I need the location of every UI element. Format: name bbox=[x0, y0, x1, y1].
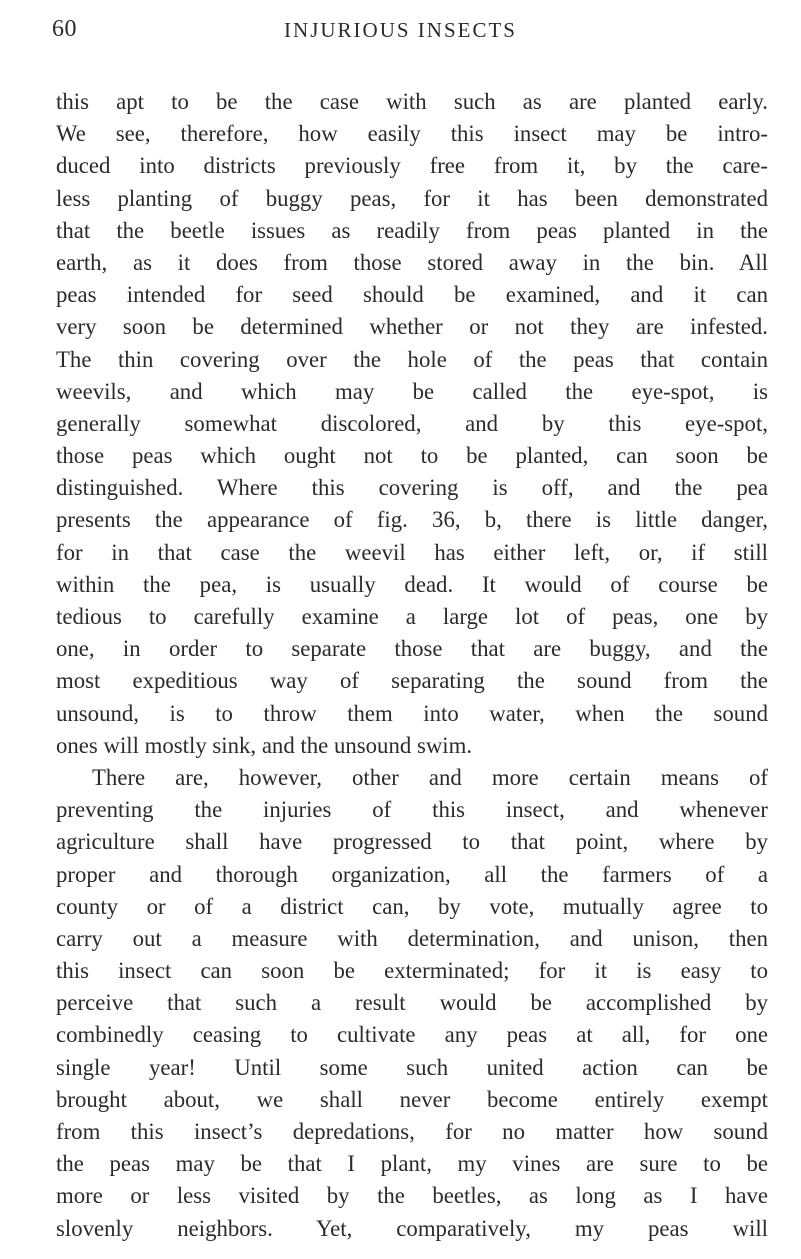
text-line: for in that case the weevil has either left, or, if still bbox=[56, 539, 768, 565]
paragraph-start-line: There are, however, other and more certain means of bbox=[92, 764, 768, 790]
text-line: perceive that such a result would be accomplished by bbox=[56, 990, 768, 1016]
text-line: peas intended for seed should be examined, and it can bbox=[56, 282, 768, 308]
text-line: duced into districts previously free from it, by the care- bbox=[56, 153, 768, 179]
text-line: within the pea, is usually dead. It would of course be bbox=[56, 571, 768, 597]
body-text bbox=[56, 86, 768, 1245]
text-line: those peas which ought not to be planted, can soon be bbox=[56, 443, 768, 469]
text-line: The thin covering over the hole of the peas that contain bbox=[56, 346, 768, 372]
text-line: carry out a measure with determination, and unison, then bbox=[56, 925, 768, 951]
page-header bbox=[52, 16, 749, 50]
text-line: brought about, we shall never become entirely exempt bbox=[56, 1086, 768, 1112]
text-line: slovenly neighbors. Yet, comparatively, my peas will bbox=[56, 1215, 768, 1241]
text-line: most expeditious way of separating the sound from the bbox=[56, 668, 768, 694]
text-line: more or less visited by the beetles, as long as I have bbox=[56, 1183, 768, 1209]
text-line: combinedly ceasing to cultivate any peas at all, for one bbox=[56, 1022, 768, 1048]
text-line: weevils, and which may be called the eye-spot, is bbox=[56, 378, 768, 404]
text-line: one, in order to separate those that are buggy, and the bbox=[56, 636, 768, 662]
text-line: that the beetle issues as readily from peas planted in the bbox=[56, 217, 768, 243]
text-line: tedious to carefully examine a large lot of peas, one by bbox=[56, 604, 768, 629]
text-line: single year! Until some such united action can be bbox=[56, 1054, 768, 1080]
running-head: INJURIOUS INSECTS bbox=[284, 18, 517, 42]
text-line: very soon be determined whether or not they are infested. bbox=[56, 314, 768, 340]
text-line: generally somewhat discolored, and by this eye-spot, bbox=[56, 410, 768, 436]
text-line: less planting of buggy peas, for it has been demonstrated bbox=[56, 185, 768, 211]
text-line: presents the appearance of fig. 36, b, there is little danger, bbox=[56, 507, 768, 533]
text-line: this apt to be the case with such as are planted early. bbox=[56, 89, 768, 114]
text-line: ones will mostly sink, and the unsound swim. bbox=[56, 732, 473, 758]
text-line: proper and thorough organization, all the farmers of a bbox=[56, 861, 768, 887]
text-line: from this insect’s depredations, for no matter how sound bbox=[56, 1119, 768, 1144]
text-line: distinguished. Where this covering is off, and the pea bbox=[56, 475, 768, 501]
page-number: 60 bbox=[52, 16, 77, 42]
text-line: We see, therefore, how easily this insect may be intro- bbox=[56, 121, 768, 147]
text-line: earth, as it does from those stored away in the bin. All bbox=[56, 249, 768, 275]
text-line: preventing the injuries of this insect, and whenever bbox=[56, 797, 768, 823]
text-line: this insect can soon be exterminated; for it is easy to bbox=[56, 958, 768, 984]
text-line: the peas may be that I plant, my vines are sure to be bbox=[56, 1151, 768, 1177]
text-line: county or of a district can, by vote, mutually agree to bbox=[56, 893, 768, 919]
text-line: unsound, is to throw them into water, when the sound bbox=[56, 700, 768, 726]
text-line: agriculture shall have progressed to that point, where by bbox=[56, 829, 768, 855]
